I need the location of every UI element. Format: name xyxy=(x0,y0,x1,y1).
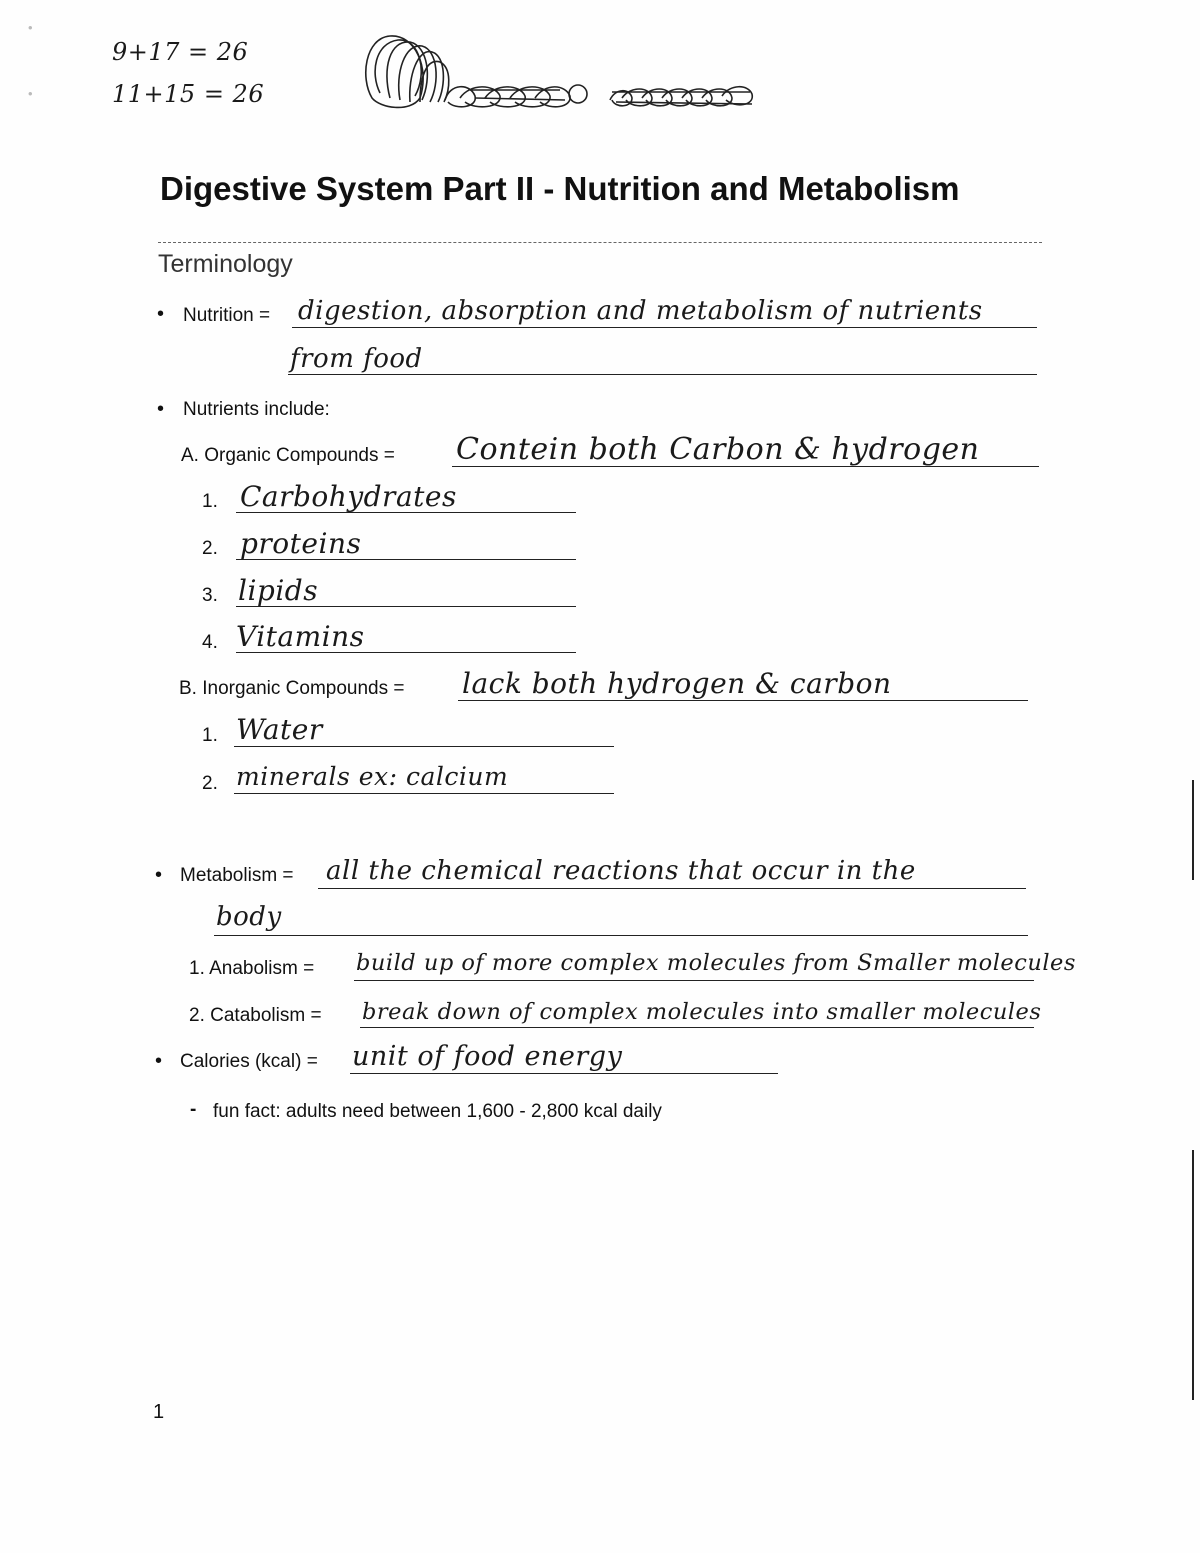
margin-mark: • xyxy=(28,20,33,35)
organic-answer: Contein both Carbon & hydrogen xyxy=(456,432,980,467)
item-number: 3. xyxy=(202,585,218,606)
inorganic-item: Water xyxy=(236,713,323,746)
bullet: • xyxy=(157,303,165,325)
metabolism-answer-cont: body xyxy=(216,902,282,932)
answer-line xyxy=(360,1027,1034,1028)
calories-label: Calories (kcal) = xyxy=(180,1051,318,1072)
answer-line xyxy=(318,888,1026,889)
inorganic-answer: lack both hydrogen & carbon xyxy=(462,667,892,700)
item-number: 4. xyxy=(202,632,218,653)
section-heading: Terminology xyxy=(158,250,293,278)
scribbled-name xyxy=(360,28,780,113)
organic-item: Vitamins xyxy=(236,620,365,653)
catabolism-answer: break down of complex molecules into smaller molecules xyxy=(362,999,1042,1025)
bullet: • xyxy=(155,864,163,886)
margin-mark: • xyxy=(28,86,33,101)
fun-fact-dash: - xyxy=(190,1099,197,1120)
item-number: 1. xyxy=(202,725,218,746)
organic-item: Carbohydrates xyxy=(240,480,457,513)
item-number: 2. xyxy=(202,538,218,559)
title-divider xyxy=(158,242,1042,243)
anabolism-answer: build up of more complex molecules from Smaller molecules xyxy=(356,950,1076,976)
bullet: • xyxy=(157,398,165,420)
nutrition-label: Nutrition = xyxy=(183,305,271,326)
answer-line xyxy=(292,327,1037,328)
answer-line xyxy=(350,1073,778,1074)
margin-note: 9+17 = 26 xyxy=(112,38,249,66)
answer-line xyxy=(234,793,614,794)
scan-edge xyxy=(1192,1150,1194,1400)
margin-note: 11+15 = 26 xyxy=(112,80,265,108)
item-number: 1. xyxy=(202,491,218,512)
organic-item: lipids xyxy=(238,574,319,607)
item-number: 2. xyxy=(202,773,218,794)
answer-line xyxy=(288,374,1037,375)
answer-line xyxy=(458,700,1028,701)
answer-line xyxy=(234,746,614,747)
answer-line xyxy=(214,935,1028,936)
fun-fact: fun fact: adults need between 1,600 - 2,800 kcal daily xyxy=(213,1101,662,1122)
anabolism-label: 1. Anabolism = xyxy=(189,958,315,979)
nutrition-answer: digestion, absorption and metabolism of nutrients xyxy=(298,296,983,326)
answer-line xyxy=(354,980,1034,981)
inorganic-item: minerals ex: calcium xyxy=(236,762,509,791)
inorganic-label: B. Inorganic Compounds = xyxy=(179,678,405,699)
bullet: • xyxy=(155,1050,163,1072)
organic-item: proteins xyxy=(240,527,362,560)
catabolism-label: 2. Catabolism = xyxy=(189,1005,322,1026)
page-title: Digestive System Part II - Nutrition and Metabolism xyxy=(160,170,960,207)
metabolism-answer: all the chemical reactions that occur in the xyxy=(326,856,916,886)
nutrients-label: Nutrients include: xyxy=(183,399,330,420)
calories-answer: unit of food energy xyxy=(352,1041,623,1072)
page-number: 1 xyxy=(153,1401,165,1423)
scan-edge xyxy=(1192,780,1194,880)
nutrition-answer-cont: from food xyxy=(290,344,423,374)
organic-label: A. Organic Compounds = xyxy=(181,445,395,466)
metabolism-label: Metabolism = xyxy=(180,865,294,886)
